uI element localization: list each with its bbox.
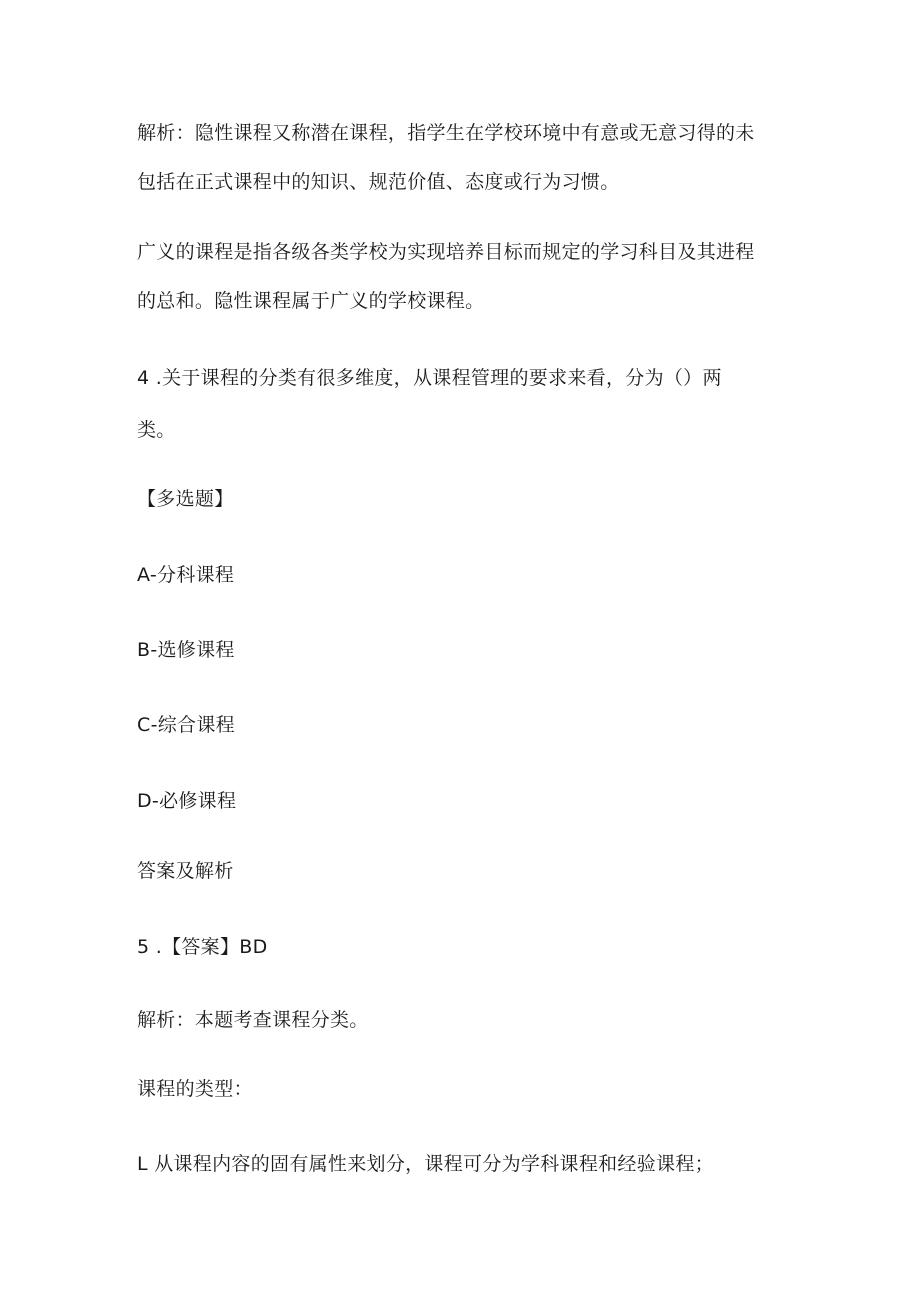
broad-curriculum-definition-line-2: 的总和。隐性课程属于广义的学校课程。	[137, 290, 485, 312]
answer-section-heading: 答案及解析	[137, 860, 234, 882]
broad-curriculum-definition-line-1: 广义的课程是指各级各类学校为实现培养目标而规定的学习科目及其进程	[137, 241, 755, 263]
question-type-label: 【多选题】	[137, 488, 234, 510]
answer-line: 5 .【答案】BD	[137, 936, 268, 958]
option-a: A-分科课程	[137, 564, 235, 586]
option-d: D-必修课程	[137, 790, 237, 812]
explanation-topic-line: 解析：本题考查课程分类。	[137, 1009, 369, 1031]
question-4-stem-line-2: 类。	[137, 419, 176, 441]
explanation-hidden-curriculum-line-1: 解析：隐性课程又称潜在课程，指学生在学校环境中有意或无意习得的未	[137, 122, 755, 144]
option-b: B-选修课程	[137, 639, 235, 661]
curriculum-type-item-1: L 从课程内容的固有属性来划分，课程可分为学科课程和经验课程；	[137, 1153, 714, 1175]
curriculum-types-heading: 课程的类型：	[137, 1078, 253, 1100]
question-4-stem-line-1: 4 .关于课程的分类有很多维度，从课程管理的要求来看，分为（）两	[137, 367, 722, 389]
explanation-hidden-curriculum-line-2: 包括在正式课程中的知识、规范价值、态度或行为习惯。	[137, 171, 620, 193]
option-c: C-综合课程	[137, 714, 235, 736]
